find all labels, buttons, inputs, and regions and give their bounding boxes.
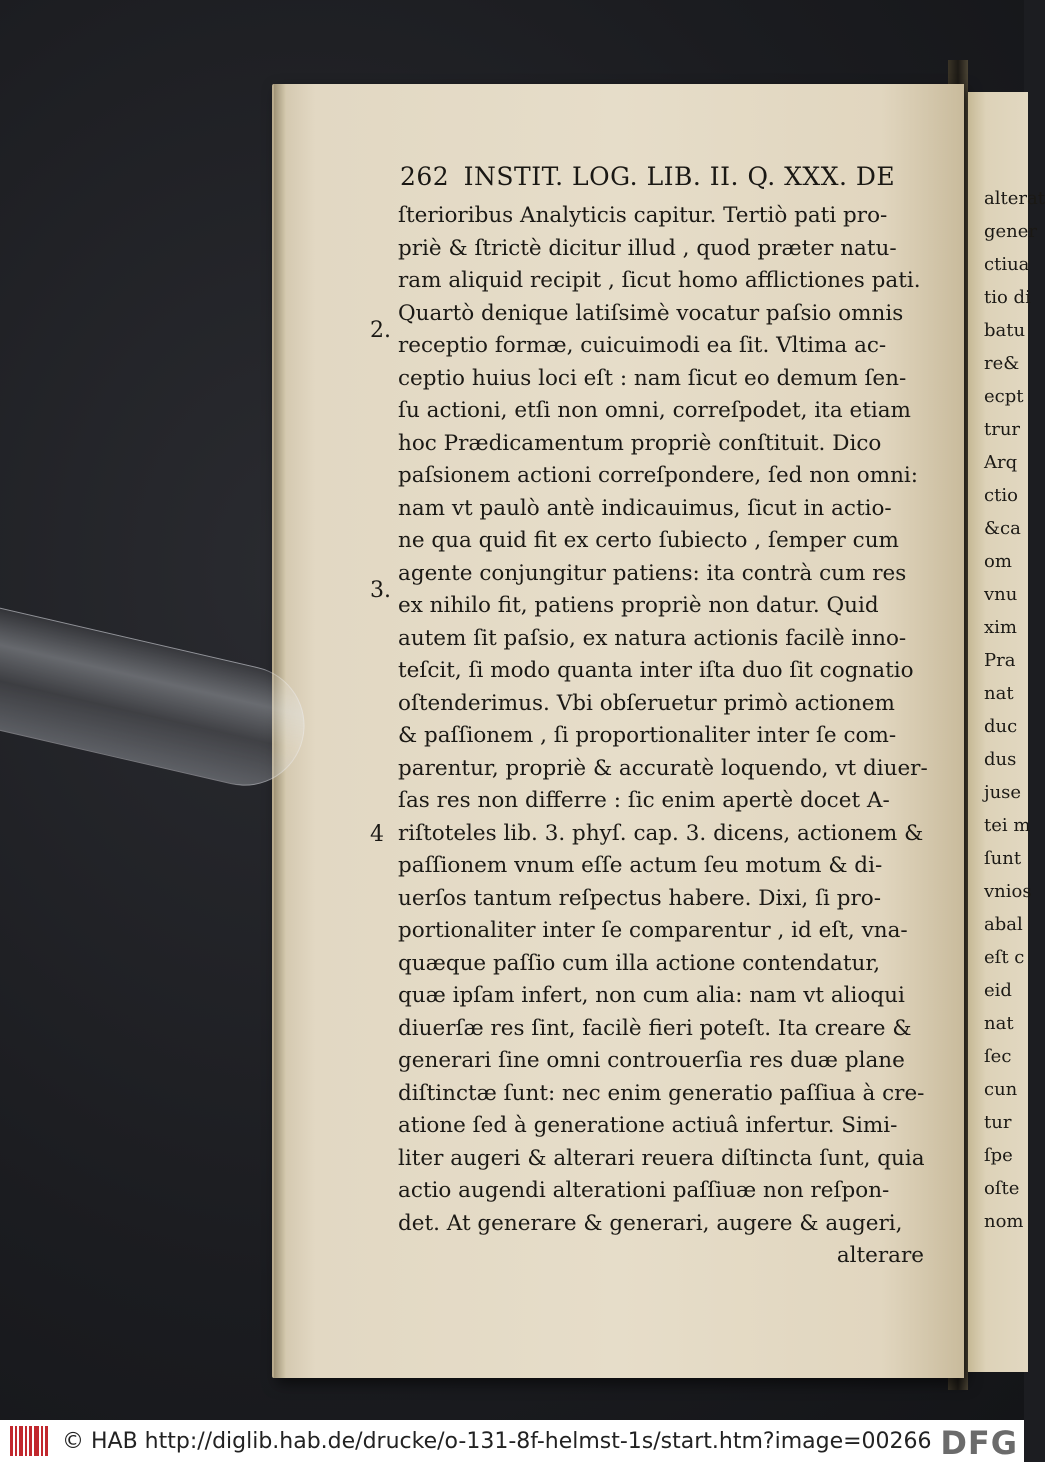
text-line: liter augeri & alterari reuera diſtincta ſunt, quia: [398, 1145, 925, 1171]
right-page-text-fragment: tio di: [984, 287, 1031, 308]
right-page-text-fragment: nom: [984, 1211, 1024, 1232]
right-page-text-fragment: gener: [984, 221, 1038, 242]
text-line: & paſſionem , ſi proportionaliter inter ſe com-: [398, 723, 897, 748]
text-line: generari ſine omni controuerſia res duæ plane: [398, 1048, 905, 1073]
right-page-text-fragment: eſt c: [984, 947, 1025, 968]
text-line: nam vt paulò antè indicauimus, ſicut in actio-: [398, 495, 892, 521]
right-page-text-fragment: tei m: [984, 815, 1031, 836]
right-page-text-fragment: re&: [984, 353, 1020, 374]
margin-number: 2.: [370, 318, 391, 343]
text-line: hoc Prædicamentum propriè conſtituit. Dico: [398, 430, 882, 456]
text-line: receptio formæ, cuicuimodi ea ſit. Vltima ac-: [398, 333, 887, 358]
footer-credit-link[interactable]: © HAB http://diglib.hab.de/drucke/o-131-8f-helmst-1s/start.htm?image=00266: [62, 1428, 932, 1454]
glass-page-holder: [0, 602, 316, 798]
right-page-text-fragment: nat: [984, 1013, 1014, 1034]
right-page-text-fragment: ctiua: [984, 254, 1030, 275]
right-page-text-fragment: duc: [984, 716, 1018, 737]
text-line: priè & ſtrictè dicitur illud , quod præter natu-: [398, 235, 897, 261]
text-line: ſas res non differre : ſic enim apertè docet A-: [398, 788, 890, 813]
text-line: riſtoteles lib. 3. phyſ. cap. 3. dicens, actionem &: [398, 820, 924, 846]
right-page-text-fragment: ecpt: [984, 386, 1024, 407]
right-page-text-fragment: ctio: [984, 485, 1018, 506]
text-line: ceptio huius loci eſt : nam ſicut eo demum ſen-: [398, 365, 907, 391]
text-line: parentur, propriè & accuratè loquendo, vt diuer-: [398, 755, 928, 781]
right-page-text-fragment: Pra: [984, 650, 1016, 671]
right-page-text-fragment: trur: [984, 419, 1021, 440]
text-line: portionaliter inter ſe comparentur , id eſt, vna-: [398, 918, 908, 943]
running-head: [400, 162, 920, 191]
right-page-text-fragment: tur: [984, 1112, 1012, 1133]
text-line: paſsionem actioni correſpondere, ſed non omni:: [398, 463, 919, 488]
right-page-text-fragment: nat: [984, 683, 1014, 704]
text-line: quæque paſſio cum illa actione contendatur,: [398, 950, 881, 976]
text-line: diſtinctæ ſunt: nec enim generatio paſſiua à cre-: [398, 1080, 925, 1106]
right-page-text-fragment: ſec: [984, 1046, 1012, 1067]
text-line: ex nihilo fit, patiens propriè non datur. Quid: [398, 593, 879, 618]
hab-barcode-icon: [10, 1426, 48, 1456]
text-line: uerſos tantum reſpectus habere. Dixi, ſi pro-: [398, 885, 881, 911]
text-line: autem ſit paſsio, ex natura actionis facilè inno-: [398, 625, 907, 651]
body-text: [398, 200, 938, 1273]
text-line: agente conjungitur patiens: ita contrà cum res: [398, 560, 907, 586]
text-line: paſſionem vnum eſſe actum ſeu motum & di-: [398, 853, 883, 878]
right-page-fragment: [968, 92, 1045, 1372]
right-page-text-fragment: oſte: [984, 1178, 1020, 1199]
text-line: oſtenderimus. Vbi obſeruetur primò actionem: [398, 690, 895, 716]
text-line: ſu actioni, etſi non omni, correſpodet, ita etiam: [398, 398, 911, 423]
margin-number: 3.: [370, 578, 391, 603]
right-page-text-fragment: dus: [984, 749, 1017, 770]
text-line: ſterioribus Analyticis capitur. Tertiò pati pro-: [398, 203, 888, 228]
right-page-text-fragment: eid: [984, 980, 1012, 1001]
text-line: diuerſæ res ſint, facilè fieri poteſt. Ita creare &: [398, 1015, 912, 1041]
right-page-text-fragment: vnios: [984, 881, 1032, 902]
text-line: atione ſed à generatione actiuâ infertur. Simi-: [398, 1113, 898, 1138]
right-page-text-fragment: batu: [984, 320, 1026, 341]
text-line: det. At generare & generari, augere & augeri,: [398, 1210, 903, 1236]
right-page-text-fragment: abal: [984, 914, 1023, 935]
right-page-text-fragment: alterat: [984, 188, 1045, 209]
text-line: quæ ipſam infert, non cum alia: nam vt alioqui: [398, 983, 905, 1008]
right-page-text-fragment: cun: [984, 1079, 1018, 1100]
right-page-text-fragment: vnu: [984, 584, 1018, 605]
dfg-logo: DFG: [940, 1424, 1018, 1462]
running-head-title: INSTIT. LOG. LIB. II. Q. XXX. DE: [463, 162, 896, 191]
text-line: alterare: [836, 1243, 924, 1268]
text-line: teſcit, ſi modo quanta inter iſta duo ſit cognatio: [398, 658, 914, 683]
right-page-text-fragment: xim: [984, 617, 1017, 638]
text-line: ne qua quid fit ex certo ſubiecto , ſemper cum: [398, 528, 899, 553]
right-page-text-fragment: Arq: [984, 452, 1018, 473]
right-page-text-fragment: om: [984, 551, 1012, 572]
left-page: [274, 84, 964, 1378]
right-page-text-fragment: ſpe: [984, 1145, 1013, 1166]
text-line: actio augendi alterationi paſſiuæ non reſpon-: [398, 1178, 890, 1203]
right-page-text-fragment: &ca: [984, 518, 1021, 539]
right-page-text-fragment: ſunt: [984, 848, 1022, 869]
text-line: Quartò denique latiſsimè vocatur paſsio omnis: [398, 300, 904, 326]
text-line: ram aliquid recipit , ſicut homo afflictiones pati.: [398, 268, 921, 293]
right-page-text-fragment: juse: [984, 782, 1022, 803]
page-number: 262: [400, 162, 450, 191]
footer-bar: [0, 1420, 1024, 1462]
margin-number: 4: [370, 822, 384, 847]
